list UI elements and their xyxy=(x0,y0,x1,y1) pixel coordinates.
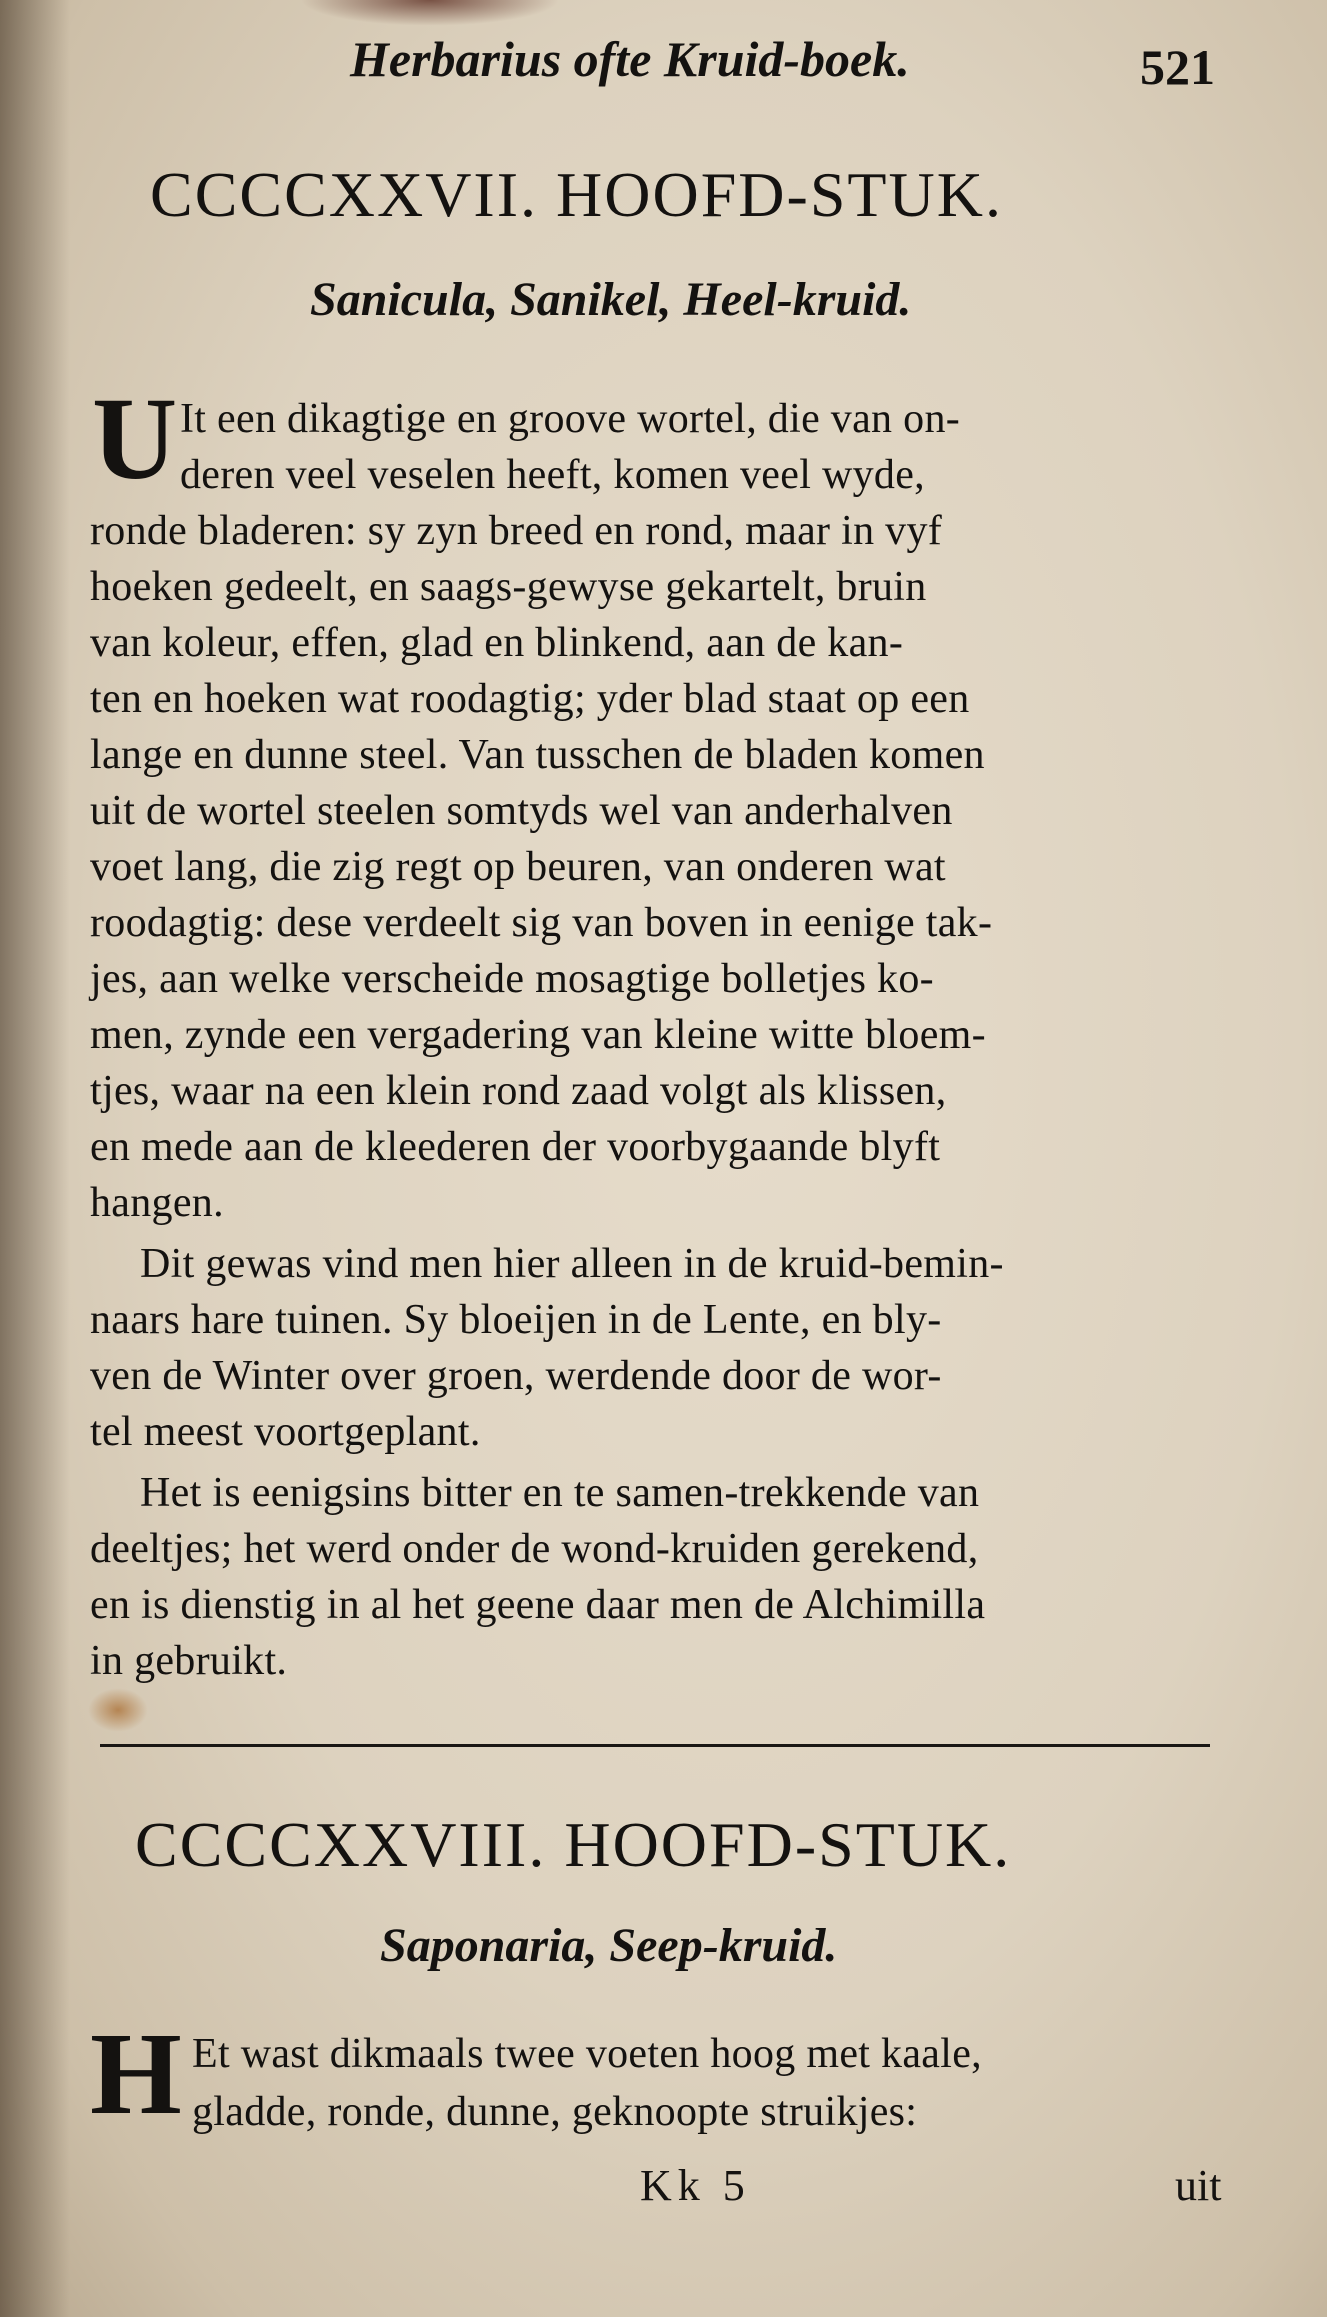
text-line: tjes, waar na een klein rond zaad volgt als klissen, xyxy=(90,1068,947,1114)
text-line: hoeken gedeelt, en saags-gewyse gekartelt, bruin xyxy=(90,564,927,610)
text-line: voet lang, die zig regt op beuren, van onderen wat xyxy=(90,844,946,890)
chapter-heading-428: CCCCXXVIII. HOOFD-STUK. xyxy=(135,1809,1012,1880)
chapter-heading-427: CCCCXXVII. HOOFD-STUK. xyxy=(150,159,1003,230)
text-line: tel meest voortgeplant. xyxy=(90,1409,481,1455)
text-line: roodagtig: dese verdeelt sig van boven in eenige tak- xyxy=(90,900,993,946)
text-line: en mede aan de kleederen der voorbygaande blyft xyxy=(90,1124,941,1170)
text-line: lange en dunne steel. Van tusschen de bladen komen xyxy=(90,732,985,778)
running-title: Herbarius ofte Kruid-boek. xyxy=(350,31,910,87)
text-line: ten en hoeken wat roodagtig; yder blad staat op een xyxy=(90,676,970,722)
catchword: uit xyxy=(1175,2161,1222,2210)
text-line: Het is eenigsins bitter en te samen-trekkende van xyxy=(140,1470,980,1516)
text-line: men, zynde een vergadering van kleine witte bloem- xyxy=(90,1012,986,1058)
text-line: hangen. xyxy=(90,1180,224,1226)
text-line: van koleur, effen, glad en blinkend, aan de kan- xyxy=(90,620,904,666)
chapter-subtitle-428: Saponaria, Seep-kruid. xyxy=(380,1919,838,1972)
text-line: It een dikagtige en groove wortel, die van on- xyxy=(180,396,961,442)
text-line: deeltjes; het werd onder de wond-kruiden gerekend, xyxy=(90,1526,979,1572)
section-rule xyxy=(100,1744,1210,1747)
foxing-stain xyxy=(88,1688,148,1732)
page-number: 521 xyxy=(1140,39,1215,95)
text-line: in gebruikt. xyxy=(90,1638,288,1684)
text-line: uit de wortel steelen somtyds wel van anderhalven xyxy=(90,788,953,834)
text-line: jes, aan welke verscheide mosagtige bolletjes ko- xyxy=(90,956,934,1002)
chapter-subtitle-427: Sanicula, Sanikel, Heel-kruid. xyxy=(310,273,912,326)
binding-shadow xyxy=(300,0,560,26)
text-line: Et wast dikmaals twee voeten hoog met kaale, xyxy=(192,2031,982,2077)
gutter-shadow xyxy=(0,0,70,2317)
drop-cap-h: H xyxy=(90,2008,182,2139)
text-line: Dit gewas vind men hier alleen in de kruid-bemin- xyxy=(140,1241,1004,1287)
text-line: en is dienstig in al het geene daar men de Alchimilla xyxy=(90,1582,986,1628)
text-line: gladde, ronde, dunne, geknoopte struikjes: xyxy=(192,2089,918,2135)
text-line: ronde bladeren: sy zyn breed en rond, maar in vyf xyxy=(90,508,943,554)
drop-cap-u: U xyxy=(92,373,178,504)
text-line: deren veel veselen heeft, komen veel wyde, xyxy=(180,452,925,498)
signature-mark: Kk 5 xyxy=(640,2161,751,2210)
text-line: ven de Winter over groen, werdende door de wor- xyxy=(90,1353,942,1399)
text-line: naars hare tuinen. Sy bloeijen in de Lente, en bly- xyxy=(90,1297,942,1343)
